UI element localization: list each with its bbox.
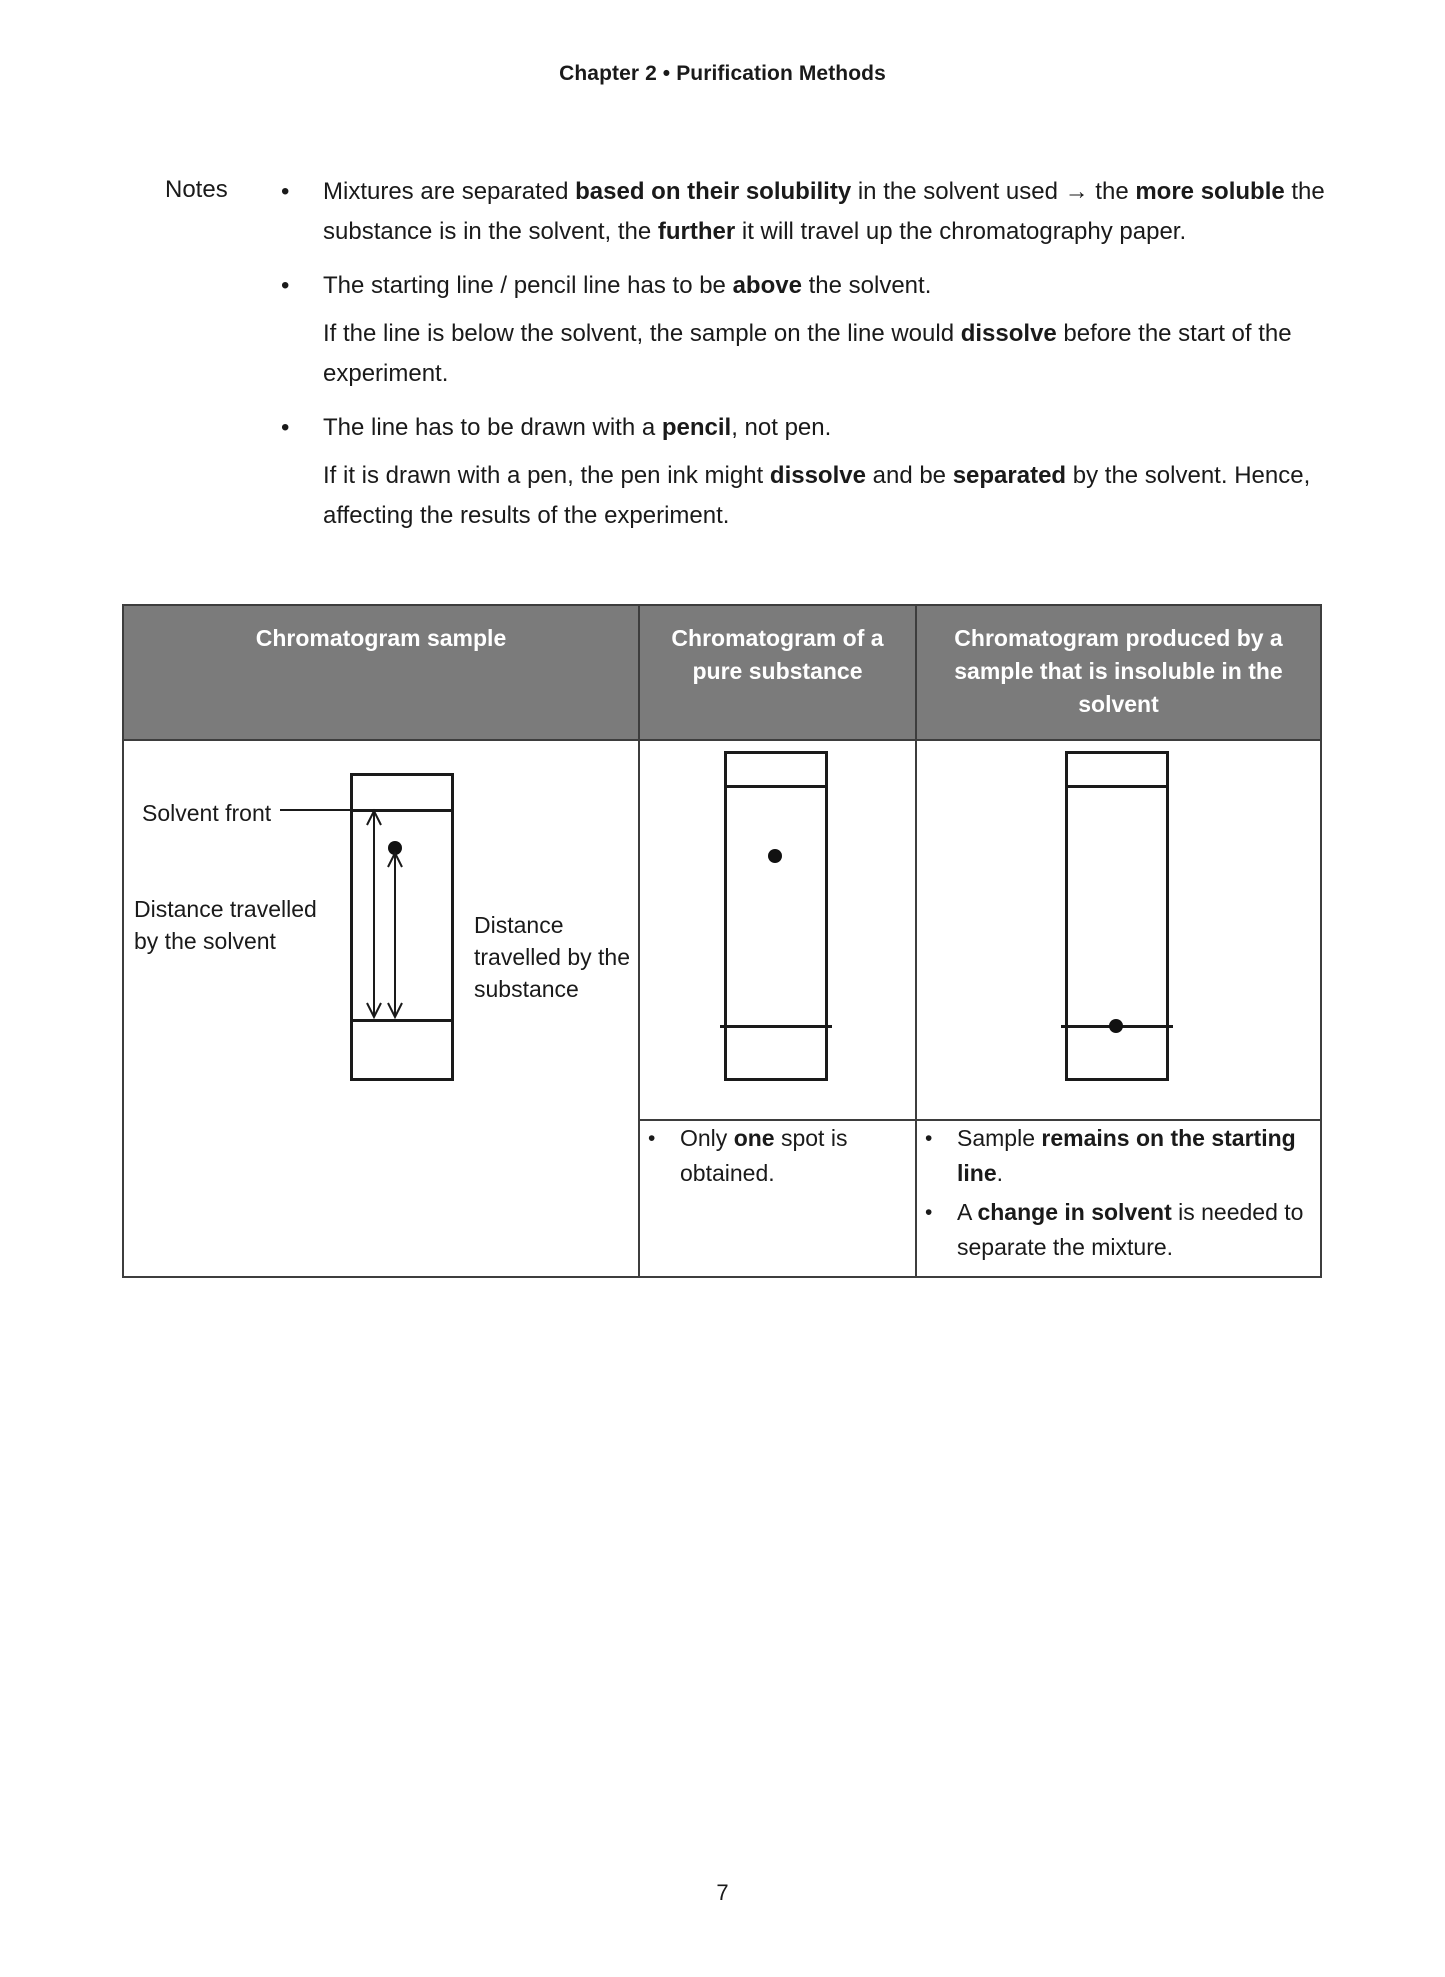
- list-item: [275, 408, 1325, 536]
- solvent-front-label: Solvent front: [142, 800, 272, 826]
- cell-chromatogram-sample-diagram: [123, 740, 639, 1277]
- notes-block: [165, 172, 1325, 550]
- insoluble-sample-note-list: [917, 1121, 1320, 1265]
- solvent-front-leader-line: [280, 809, 352, 811]
- table-row-diagrams: [123, 740, 1321, 1120]
- list-item: [917, 1121, 1320, 1191]
- chromatography-paper-insoluble: [1065, 751, 1169, 1081]
- note-text: A change in solvent is needed to separate the mixture.: [957, 1199, 1304, 1261]
- bullet-dot-icon: •: [281, 272, 290, 299]
- list-item: [275, 266, 1325, 394]
- diagram-container-sample: [124, 741, 638, 1276]
- list-item: [275, 172, 1325, 252]
- pure-substance-note-list: [640, 1121, 915, 1191]
- solvent-front-line: [1065, 785, 1169, 788]
- column-header-pure-substance: Chromatogram of a pure substance: [639, 605, 916, 740]
- notes-bullet-list: [275, 172, 1325, 536]
- bullet-dot-icon: •: [281, 414, 290, 441]
- note-text: Sample remains on the starting line.: [957, 1125, 1296, 1187]
- notes-label: Notes: [165, 176, 228, 203]
- page-number: 7: [716, 1880, 729, 1905]
- distance-travelled-by-substance-label: Distance travelled by the substance: [474, 912, 630, 1002]
- cell-insoluble-sample-notes: [916, 1120, 1321, 1277]
- starting-line: [720, 1025, 832, 1028]
- list-item: [917, 1195, 1320, 1265]
- bullet-dot-icon: •: [648, 1127, 656, 1151]
- paper-outline: [724, 751, 828, 1081]
- bullet-dot-icon: •: [281, 178, 290, 205]
- cell-insoluble-sample-diagram: [916, 740, 1321, 1120]
- diagram-container-pure: [640, 741, 915, 1103]
- bullet-sub-text: If the line is below the solvent, the sample on the line would dissolve before the start of the experiment.: [323, 320, 1292, 387]
- cell-pure-substance-notes: [639, 1120, 916, 1277]
- sample-spot: [768, 849, 782, 863]
- bullet-dot-icon: •: [925, 1201, 933, 1225]
- bullet-main-text: Mixtures are separated based on their solubility in the solvent used → the more soluble the substance is in the solvent, the further it will travel up the chromatography paper.: [323, 178, 1325, 245]
- solvent-front-line: [724, 785, 828, 788]
- cell-pure-substance-diagram: [639, 740, 916, 1120]
- chromatogram-comparison-table: [122, 604, 1322, 1278]
- list-item: [640, 1121, 915, 1191]
- diagram-container-insoluble: [917, 741, 1320, 1103]
- page-running-header: Chapter 2 • Purification Methods: [559, 62, 886, 85]
- sample-spot: [1109, 1019, 1123, 1033]
- column-header-chromatogram-sample: Chromatogram sample: [123, 605, 639, 740]
- bullet-main-text: The starting line / pencil line has to be above the solvent.: [323, 272, 932, 299]
- measurement-arrows: [350, 773, 454, 1081]
- table-header-row: [123, 605, 1321, 740]
- distance-travelled-by-solvent-label: Distance travelled by the solvent: [134, 896, 317, 954]
- chromatography-paper-sample: [350, 773, 454, 1081]
- column-header-insoluble-sample: Chromatogram produced by a sample that is insoluble in the solvent: [916, 605, 1321, 740]
- bullet-main-text: The line has to be drawn with a pencil, not pen.: [323, 414, 832, 441]
- chromatography-paper-pure: [724, 751, 828, 1081]
- bullet-sub-text: If it is drawn with a pen, the pen ink might dissolve and be separated by the solvent. Hence, affecting the results of the experiment.: [323, 462, 1311, 529]
- note-text: Only one spot is obtained.: [680, 1125, 848, 1187]
- bullet-dot-icon: •: [925, 1127, 933, 1151]
